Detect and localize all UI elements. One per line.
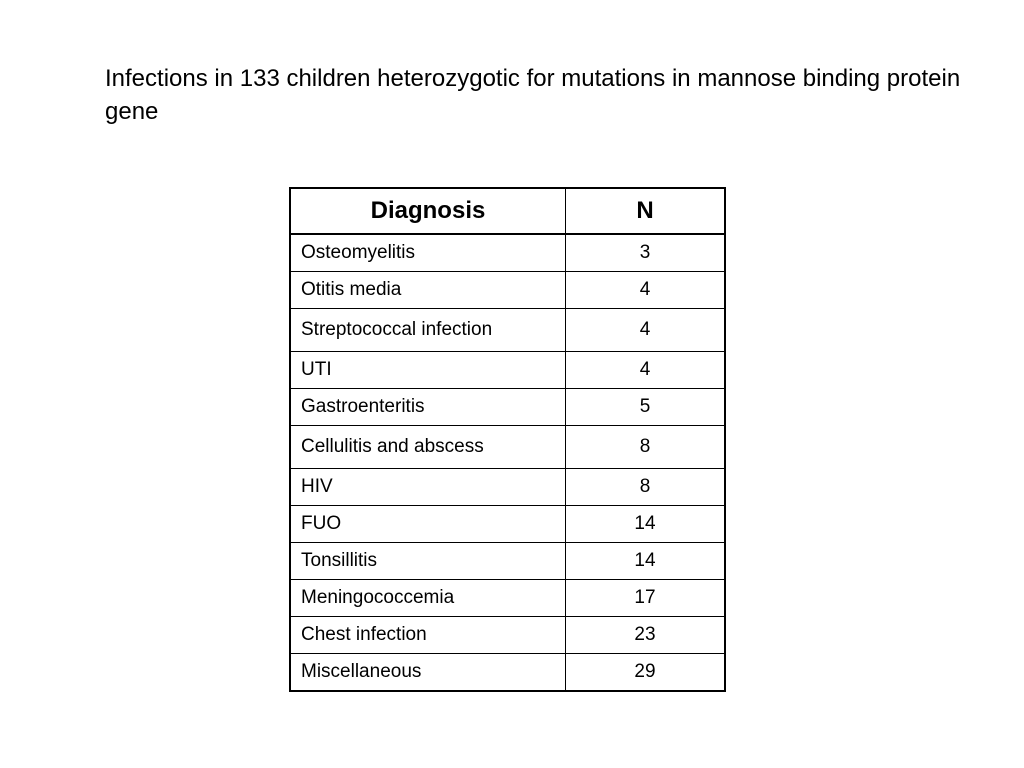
count-cell: 8 (566, 469, 726, 506)
table-header-row (290, 188, 725, 234)
table-row (290, 654, 725, 692)
table-row (290, 234, 725, 272)
diagnosis-cell: Cellulitis and abscess (290, 426, 566, 469)
table-row (290, 469, 725, 506)
diagnosis-cell: Tonsillitis (290, 543, 566, 580)
count-cell: 4 (566, 272, 726, 309)
diagnosis-cell: FUO (290, 506, 566, 543)
diagnosis-cell: HIV (290, 469, 566, 506)
diagnosis-table (289, 187, 726, 692)
count-cell: 8 (566, 426, 726, 469)
table-row (290, 617, 725, 654)
header-diagnosis: Diagnosis (290, 188, 566, 234)
slide-title: Infections in 133 children heterozygotic for mutations in mannose binding protein gene (105, 65, 961, 125)
table-row (290, 272, 725, 309)
count-cell: 17 (566, 580, 726, 617)
diagnosis-cell: UTI (290, 352, 566, 389)
diagnosis-cell: Osteomyelitis (290, 234, 566, 272)
diagnosis-cell: Miscellaneous (290, 654, 566, 692)
table-row (290, 580, 725, 617)
diagnosis-cell: Meningococcemia (290, 580, 566, 617)
table-row (290, 543, 725, 580)
table-row (290, 426, 725, 469)
diagnosis-cell: Chest infection (290, 617, 566, 654)
diagnosis-cell: Streptococcal infection (290, 309, 566, 352)
table-row (290, 352, 725, 389)
table-row (290, 506, 725, 543)
count-cell: 29 (566, 654, 726, 692)
count-cell: 14 (566, 543, 726, 580)
header-n: N (566, 188, 726, 234)
count-cell: 14 (566, 506, 726, 543)
count-cell: 23 (566, 617, 726, 654)
table-row (290, 309, 725, 352)
count-cell: 5 (566, 389, 726, 426)
diagnosis-cell: Gastroenteritis (290, 389, 566, 426)
table-row (290, 389, 725, 426)
count-cell: 4 (566, 352, 726, 389)
count-cell: 4 (566, 309, 726, 352)
count-cell: 3 (566, 234, 726, 272)
diagnosis-cell: Otitis media (290, 272, 566, 309)
